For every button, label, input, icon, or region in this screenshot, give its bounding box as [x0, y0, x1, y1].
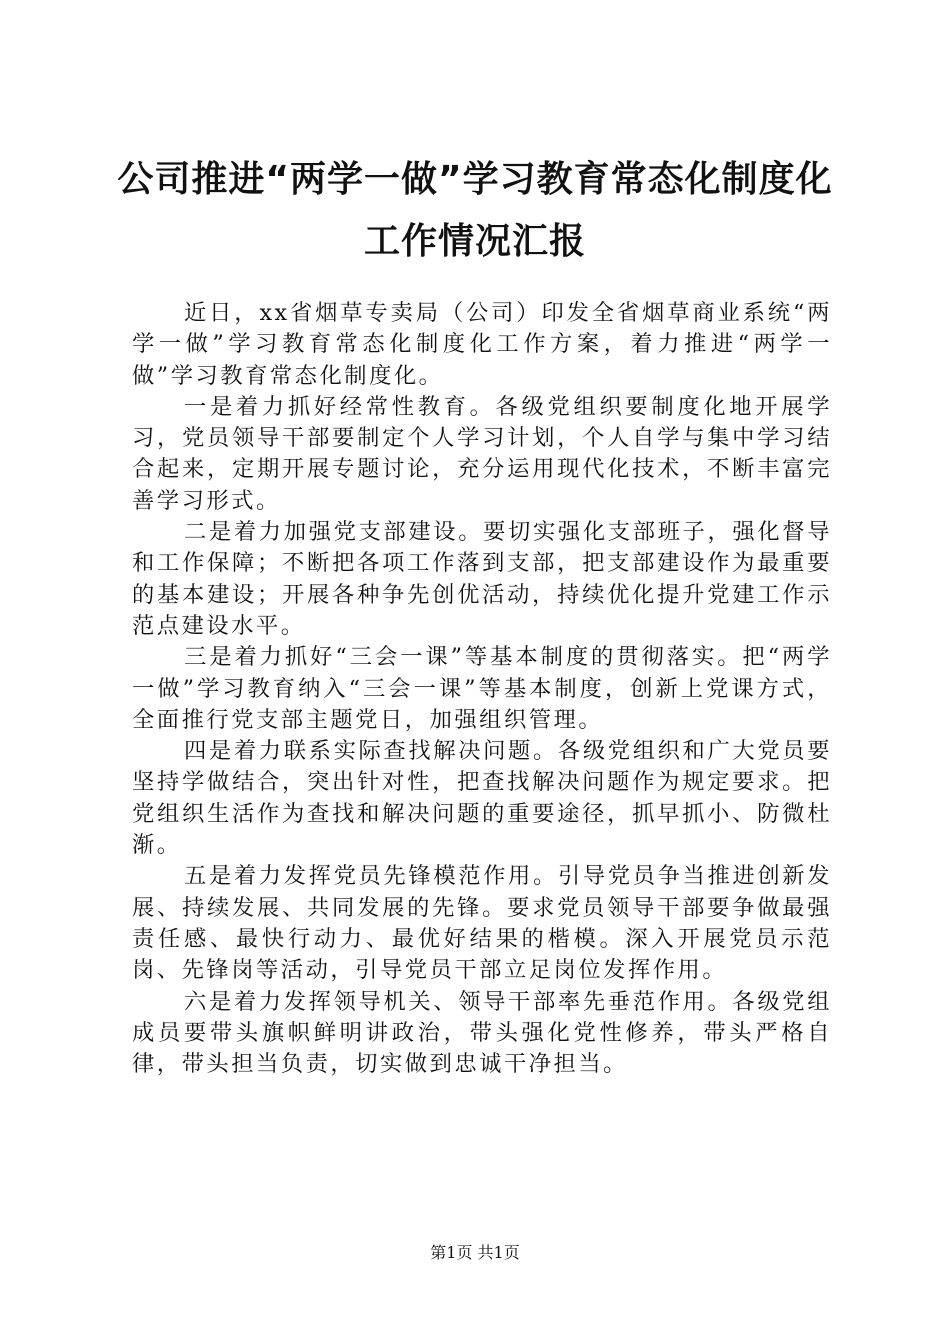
- document-title-line-2: 工作情况汇报: [363, 221, 586, 262]
- paragraph-point-1: 一是着力抓好经常性教育。各级党组织要制度化地开展学习，党员领导干部要制定个人学习计划，个人自学与集中学习结合起来，定期开展专题讨论，充分运用现代化技术，不断丰富完善学习形式。: [132, 393, 832, 514]
- paragraph-point-5: 五是着力发挥党员先锋模范作用。引导党员争当推进创新发展、持续发展、共同发展的先锋。要求党员领导干部要争做最强责任感、最快行动力、最优好结果的楷模。深入开展党员示范岗、先锋岗等活动，引导党员干部立足岗位发挥作用。: [132, 863, 832, 984]
- paragraph-point-2: 二是着力加强党支部建设。要切实强化支部班子，强化督导和工作保障；不断把各项工作落到支部，把支部建设作为最重要的基本建设；开展各种争先创优活动，持续优化提升党建工作示范点建设水平。: [132, 519, 832, 639]
- paragraph-point-4: 四是着力联系实际查找解决问题。各级党组织和广大党员要坚持学做结合，突出针对性，把查找解决问题作为规定要求。把党组织生活作为查找和解决问题的重要途径，抓早抓小、防微杜渐。: [132, 738, 832, 859]
- paragraph-point-3: 三是着力抓好“三会一课”等基本制度的贯彻落实。把“两学一做”学习教育纳入“三会一课”等基本制度，创新上党课方式，全面推行党支部主题党日，加强组织管理。: [132, 644, 832, 733]
- page-number-footer: 第1页 共1页: [430, 1243, 520, 1262]
- document-body: [132, 298, 832, 1080]
- paragraph-point-6: 六是着力发挥领导机关、领导干部率先垂范作用。各级党组成员要带头旗帜鲜明讲政治，带头强化党性修养，带头严格自律，带头担当负责，切实做到忠诚干净担当。: [132, 988, 832, 1078]
- paragraph-intro: 近日，xx省烟草专卖局（公司）印发全省烟草商业系统“两学一做”学习教育常态化制度化工作方案，着力推进“两学一做”学习教育常态化制度化。: [132, 300, 832, 389]
- document-title-line-1: 公司推进“两学一做”学习教育常态化制度化: [117, 159, 833, 200]
